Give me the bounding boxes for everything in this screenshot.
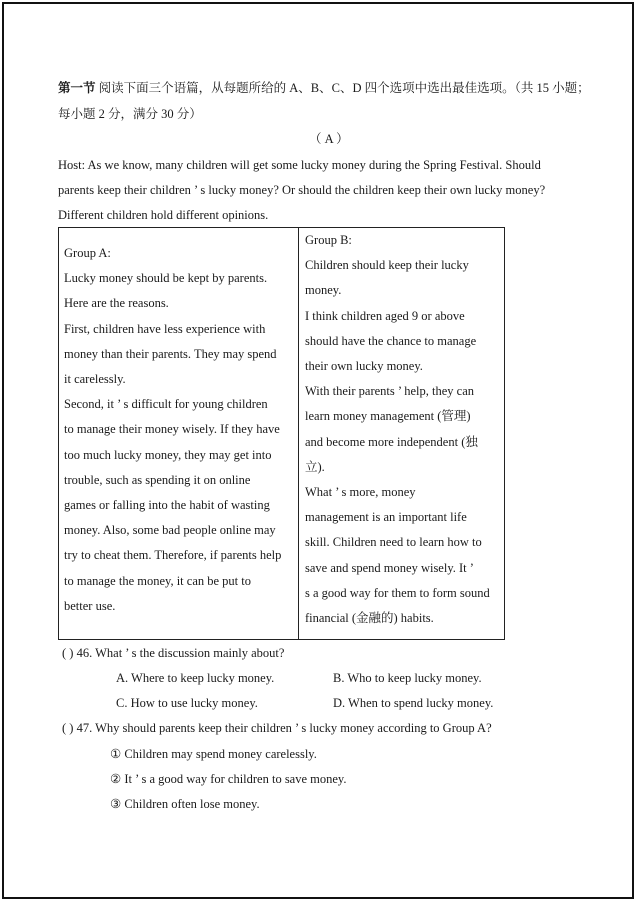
intro-line-3: Different children hold different opinions.	[58, 208, 269, 222]
group-b-line: 立).	[305, 459, 325, 474]
group-a-line: it carelessly.	[64, 372, 126, 387]
q47-option-3[interactable]: ③ Children often lose money.	[110, 797, 260, 811]
group-b-line: What ’ s more, money	[305, 485, 416, 500]
intro-line-2: parents keep their children ’ s lucky money? Or should the children keep their own lucky money?	[58, 183, 546, 197]
group-b-line: money.	[305, 283, 342, 298]
group-a-line: Second, it ’ s difficult for young children	[64, 397, 268, 412]
group-a-line: Lucky money should be kept by parents.	[64, 271, 268, 286]
group-b-line: management is an important life	[305, 510, 467, 525]
group-b-line: financial (金融的) habits.	[305, 611, 434, 626]
group-b-cell	[305, 228, 490, 631]
section-instruction-line-2: 每小题 2 分，满分 30 分）	[58, 107, 202, 121]
q46-option-d[interactable]: D. When to spend lucky money.	[333, 696, 494, 710]
group-a-line: too much lucky money, they may get into	[64, 447, 272, 462]
group-b-line: With their parents ’ help, they can	[305, 384, 474, 399]
group-a-line: money than their parents. They may spend	[64, 346, 277, 361]
group-b-line: Children should keep their lucky	[305, 258, 469, 273]
group-a-line: try to cheat them. Therefore, if parents help	[64, 548, 282, 563]
group-a-line: money. Also, some bad people online may	[64, 523, 276, 538]
section-instruction: 阅读下面三个语篇，从每题所给的 A、B、C、D 四个选项中选出最佳选项。（共 15 小题；	[98, 81, 590, 95]
group-b-line: should have the chance to manage	[305, 333, 477, 348]
table-divider	[298, 227, 299, 640]
group-a-line: better use.	[64, 598, 116, 613]
group-a-line: Here are the reasons.	[64, 296, 169, 311]
intro-line-1: Host: As we know, many children will get some lucky money during the Spring Festival. Should	[58, 158, 541, 172]
group-b-line: skill. Children need to learn how to	[305, 535, 482, 550]
group-a-line: games or falling into the habit of wasting	[64, 498, 270, 513]
group-a-line: to manage their money wisely. If they have	[64, 422, 280, 437]
group-b-line: their own lucky money.	[305, 359, 423, 374]
group-b-title: Group B:	[305, 233, 352, 247]
q47-option-2[interactable]: ② It ’ s a good way for children to save money.	[110, 772, 347, 786]
q46-option-b[interactable]: B. Who to keep lucky money.	[333, 671, 482, 685]
group-b-line: I think children aged 9 or above	[305, 308, 465, 323]
section-instruction-line-1	[58, 80, 590, 96]
passage-label: （ A ）	[309, 132, 349, 146]
group-a-title: Group A:	[64, 246, 111, 260]
group-a-line: to manage the money, it can be put to	[64, 573, 251, 588]
q46-option-a[interactable]: A. Where to keep lucky money.	[116, 671, 275, 685]
group-b-line: s a good way for them to form sound	[305, 585, 490, 600]
q47-option-1[interactable]: ① Children may spend money carelessly.	[110, 747, 317, 761]
group-a-line: trouble, such as spending it on online	[64, 472, 251, 487]
group-a-line: First, children have less experience with	[64, 321, 266, 336]
group-a-cell	[64, 241, 281, 619]
group-b-line: save and spend money wisely. It ’	[305, 560, 474, 575]
question-47-stem: ( ) 47. Why should parents keep their children ’ s lucky money according to Group A?	[62, 721, 492, 735]
group-b-line: learn money management (管理)	[305, 409, 471, 424]
question-46-stem: ( ) 46. What ’ s the discussion mainly about?	[62, 646, 285, 660]
q46-option-c[interactable]: C. How to use lucky money.	[116, 696, 258, 710]
section-heading: 第一节	[58, 81, 96, 95]
group-b-line: and become more independent (独	[305, 434, 478, 449]
